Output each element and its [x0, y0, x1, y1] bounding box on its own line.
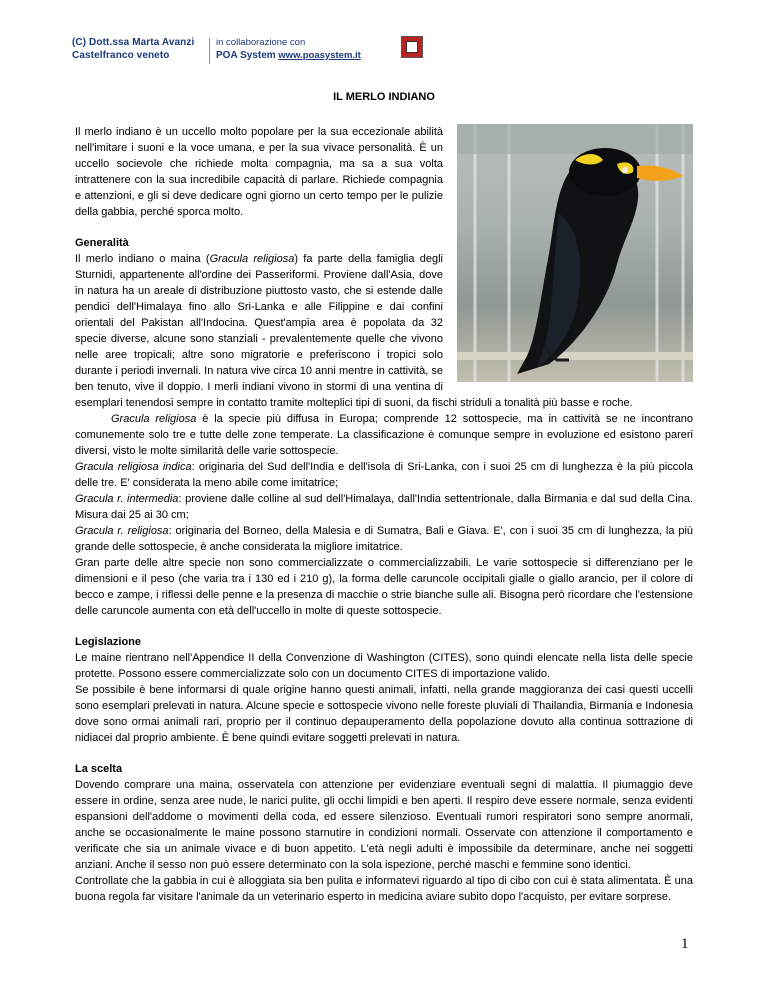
- gap-3: [75, 746, 693, 761]
- header-author-block: [72, 36, 194, 62]
- article-body: [75, 124, 693, 905]
- header-firm: POA System: [216, 50, 276, 61]
- generalita-paragraph-2: [75, 411, 693, 459]
- gap-2: [75, 619, 693, 634]
- scientific-name: Gracula religiosa indica: [75, 461, 192, 473]
- scientific-name: Gracula religiosa: [111, 413, 197, 425]
- generalita-paragraph-6: Gran parte delle altre specie non sono commercializzate o commercializzabili. Le varie sottospecie si differenziano per le dimensioni e il peso (che varia tra i 130 ed i 210 g), la forma delle caruncole occipitali gialle o giallo arancio, per il colore di becco e zampe, i riflessi delle penne e la presenza di macchie o strie bianche sulle ali. Bisogna però ricordare che l'estensione delle caruncole aumenta con età dell'uccello in molte di queste sottospecie.: [75, 557, 693, 617]
- text-run: : originaria del Sud dell'India e dell'isola di Sri-Lanka, con i suoi 25 cm di lunghezza è la più piccola delle tre. E' considerata la meno abile come imitatrice;: [75, 461, 693, 489]
- header-location: Castelfranco veneto: [72, 50, 170, 61]
- poa-logo-icon: [401, 36, 423, 58]
- scientific-name: Gracula religiosa: [209, 253, 295, 265]
- scelta-paragraph-2: Controllate che la gabbia in cui è alloggiata sia ben pulita e informatevi riguardo al tipo di cibo con cui è stata alimentata. È una buona regola far visitare l'animale da un veterinario esperto in medicina aviare subito dopo l'acquisto, per evitare sorprese.: [75, 875, 693, 903]
- section-heading-legislazione: Legislazione: [75, 636, 142, 648]
- section-heading-generalita: Generalità: [75, 237, 129, 249]
- header-author: (C) Dott.ssa Marta Avanzi: [72, 37, 195, 48]
- scientific-name: Gracula r. intermedia: [75, 493, 179, 505]
- legislazione-paragraph-2: Se possibile è bene informarsi di quale origine hanno questi animali, infatti, nella grande maggioranza dei casi questi uccelli sono esemplari prelevati in natura. Alcune specie e sottospecie vivono nelle foreste pluviali di Thailandia, Birmania e Indonesia dove sono ormai animali rari, proprio per il continuo depauperamento della popolazione dovuto alla continua sottrazione di nidiacei dal proprio ambiente. È bene quindi evitare soggetti prelevati in natura.: [75, 684, 693, 744]
- document-header: [72, 36, 432, 66]
- mynah-bird-photo: [457, 124, 693, 382]
- header-firm-line: [216, 49, 361, 62]
- subspecies-indica: [75, 459, 693, 491]
- page-number: 1: [681, 936, 689, 952]
- section-heading-scelta: La scelta: [75, 763, 123, 775]
- text-run: ) fa parte della famiglia degli Sturnidi, appartenente all'ordine dei Passeriformi. Proviene dall'Asia, dove in natura ha un areale di distribuzione piuttosto vasto, che si estende dalle pendici dell'Himalaya fino allo Sri-Lanka e alle Filippine e dai confini orientali del Pakistan all'Indocina. Quest'ampia area è popolata da 32 specie diverse, alcune sono stanziali - prevalentemente quelle che vivono nelle aree tropicali; altre sono migratorie e preferiscono i tropici solo durante i periodi invernali. In natura vive circa 10 anni mentre in cattività, se ben tenuto, vive il doppio. I merli indiani vivono in stormi di una ventina di esemplari tenendosi sempre in contatto tramite molteplici tipi di suoni, da fischi striduli a tonalità più basse e roche.: [75, 253, 633, 409]
- intro-paragraph: Il merlo indiano è un uccello molto popolare per la sua eccezionale abilità nell'imitare i suoni e la voce umana, e per la sua vivace personalità. È un uccello socievole che richiede molta compagnia, ma sa a sua volta intrattenere con la sua incredibile capacità di parlare. Richiede compagnia e attenzioni, e gli si deve dedicare ogni giorno un certo tempo per le pulizie della gabbia, perché sporca molto.: [75, 126, 443, 218]
- scientific-name: Gracula r. religiosa: [75, 525, 169, 537]
- header-collab: in collaborazione con: [216, 37, 306, 48]
- legislazione-paragraph-1: Le maine rientrano nell'Appendice II della Convenzione di Washington (CITES), sono quindi elencate nella lista delle specie protette. Possono essere commercializzate solo con un documento CITES di importazione valido.: [75, 652, 693, 680]
- page-title: IL MERLO INDIANO: [333, 91, 435, 103]
- text-run: Il merlo indiano o maina (: [75, 253, 210, 265]
- subspecies-religiosa: [75, 523, 693, 555]
- text-run: è la specie più diffusa in Europa; comprende 12 sottospecie, ma in cattività se ne incontrano comunemente solo tre e tutte delle zone temperate. La classificazione è comunque sempre in evoluzione ed esistono pareri diversi, visto le molte similarità delle varie sottospecie.: [75, 413, 693, 457]
- bird-illustration: [457, 124, 693, 382]
- text-run: : originaria del Borneo, della Malesia e di Sumatra, Bali e Giava. E', con i suoi 35 cm di lunghezza, la più grande delle sottospecie, è anche considerata la migliore imitatrice.: [75, 525, 694, 553]
- header-divider: [209, 38, 210, 64]
- header-url[interactable]: www.poasystem.it: [278, 50, 361, 61]
- subspecies-intermedia: [75, 491, 693, 523]
- scelta-paragraph-1: Dovendo comprare una maina, osservatela con attenzione per evidenziare eventuali segni di malattia. Il piumaggio deve essere in ordine, senza aree nude, le narici pulite, gli occhi limpidi e ben aperti. Il respiro deve essere normale, senza evidenti espansioni dell'addome o movimenti della coda, ed essere silenzioso. Eventuali rumori respiratori sono sempre anormali, anche se occasionalmente le maine possono starnutire in condizioni normali. Osservate con attenzione il comportamento e verificate che sia un animale vivace e di buon appetito. L'età negli adulti è impossibile da determinare, anche nei soggetti anziani. Anche il sesso non può essere determinato con la sola ispezione, perché maschi e femmine sono identici.: [75, 779, 693, 871]
- text-run: : proviene dalle colline al sud dell'Himalaya, dall'India settentrionale, dalla Birmania e dal sud della Cina. Misura dai 25 ai 30 cm;: [75, 493, 693, 521]
- header-collab-block: [216, 36, 361, 62]
